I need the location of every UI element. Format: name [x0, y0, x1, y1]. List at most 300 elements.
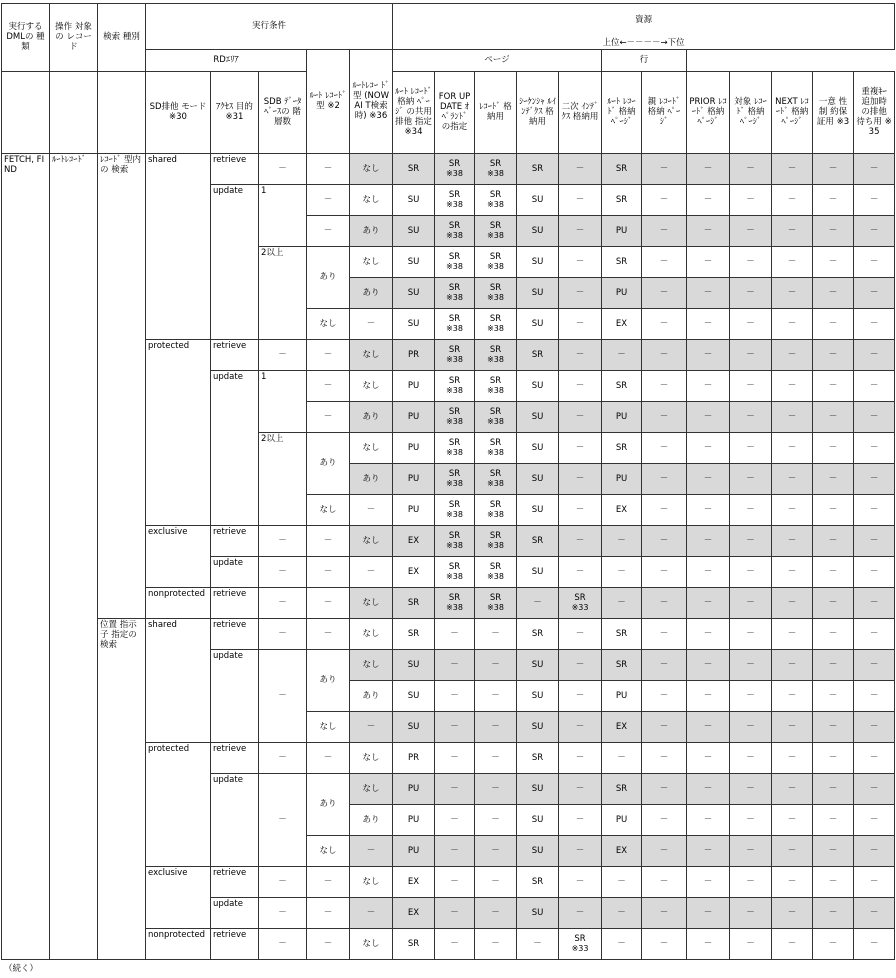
lock-root-nowait: － — [559, 866, 602, 897]
lock-root-type: SU — [517, 215, 559, 246]
lock-prior-page: － — [687, 308, 730, 339]
lock-parent-page: － — [642, 494, 687, 525]
lock-unique: － — [813, 835, 854, 866]
sdb-level: － — [259, 339, 307, 370]
lock-root-nowait: － — [559, 525, 602, 556]
lock-dupkey: － — [854, 804, 895, 835]
lock-sec-index: SR ※38 — [475, 308, 517, 339]
for-update: あり — [350, 215, 393, 246]
sdb-level: － — [259, 587, 307, 618]
lock-root-page: EX — [602, 835, 642, 866]
sdb-level: 1 — [259, 370, 307, 432]
lock-dupkey: － — [854, 308, 895, 339]
lock-root-page: － — [602, 928, 642, 959]
lock-parent-page: － — [642, 556, 687, 587]
lock-record: EX — [393, 556, 435, 587]
lock-record: PU — [393, 432, 435, 463]
lock-next-page: － — [772, 618, 813, 649]
lock-root-page: EX — [602, 308, 642, 339]
lock-sec-index: － — [475, 649, 517, 680]
lock-seq-index: SR ※38 — [435, 587, 475, 618]
lock-object-page: － — [730, 897, 772, 928]
lock-next-page: － — [772, 556, 813, 587]
lock-parent-page: － — [642, 401, 687, 432]
lock-next-page: － — [772, 835, 813, 866]
lock-prior-page: － — [687, 184, 730, 215]
lock-next-page: － — [772, 804, 813, 835]
sdb-level: － — [259, 618, 307, 649]
root-share: なし — [307, 308, 350, 339]
lock-object-page: － — [730, 711, 772, 742]
sdb-level: － — [259, 556, 307, 587]
lock-root-page: PU — [602, 463, 642, 494]
lock-record: PU — [393, 804, 435, 835]
lock-object-page: － — [730, 525, 772, 556]
lock-next-page: － — [772, 773, 813, 804]
root-share: － — [307, 866, 350, 897]
lock-root-type: － — [517, 928, 559, 959]
lock-parent-page: － — [642, 711, 687, 742]
lock-object-page: － — [730, 184, 772, 215]
sdb-level: － — [259, 773, 307, 866]
lock-record: PR — [393, 339, 435, 370]
lock-record: PU — [393, 401, 435, 432]
lock-parent-page: － — [642, 308, 687, 339]
lock-unique: － — [813, 711, 854, 742]
header-parent-page: 親 ﾚｺｰﾄﾞ 格納 ﾍﾟｰｼﾞ — [642, 71, 687, 153]
lock-unique: － — [813, 773, 854, 804]
lock-root-nowait: － — [559, 680, 602, 711]
lock-prior-page: － — [687, 618, 730, 649]
lock-root-page: PU — [602, 215, 642, 246]
lock-root-type: SU — [517, 246, 559, 277]
access-update: update — [211, 184, 259, 339]
lock-dupkey: － — [854, 618, 895, 649]
lock-parent-page: － — [642, 680, 687, 711]
access-retrieve: retrieve — [211, 928, 259, 959]
lock-root-page: SR — [602, 773, 642, 804]
lock-next-page: － — [772, 649, 813, 680]
lock-record: PU — [393, 370, 435, 401]
lock-dupkey: － — [854, 184, 895, 215]
lock-object-page: － — [730, 587, 772, 618]
lock-root-page: SR — [602, 153, 642, 184]
lock-seq-index: SR ※38 — [435, 308, 475, 339]
sd-mode-shared: shared — [146, 153, 211, 339]
sdb-level: 2以上 — [259, 246, 307, 339]
lock-root-page: SR — [602, 184, 642, 215]
sdb-level: － — [259, 866, 307, 897]
lock-next-page: － — [772, 711, 813, 742]
lock-prior-page: － — [687, 928, 730, 959]
access-retrieve: retrieve — [211, 339, 259, 370]
lock-prior-page: － — [687, 897, 730, 928]
lock-root-nowait: － — [559, 463, 602, 494]
lock-seq-index: － — [435, 618, 475, 649]
lock-prior-page: － — [687, 339, 730, 370]
lock-record: PR — [393, 742, 435, 773]
lock-root-nowait: － — [559, 215, 602, 246]
lock-next-page: － — [772, 215, 813, 246]
lock-unique: － — [813, 649, 854, 680]
for-update: なし — [350, 432, 393, 463]
lock-next-page: － — [772, 463, 813, 494]
lock-parent-page: － — [642, 804, 687, 835]
lock-dupkey: － — [854, 494, 895, 525]
lock-parent-page: － — [642, 339, 687, 370]
root-share: あり — [307, 773, 350, 835]
lock-dupkey: － — [854, 773, 895, 804]
header-sdb-levels: SDB ﾃﾞｰﾀ ﾍﾞｰｽの 階層数 — [259, 71, 307, 153]
lock-prior-page: － — [687, 866, 730, 897]
lock-sec-index: － — [475, 773, 517, 804]
lock-dupkey: － — [854, 432, 895, 463]
root-share: なし — [307, 711, 350, 742]
lock-seq-index: SR ※38 — [435, 525, 475, 556]
lock-sec-index: SR ※38 — [475, 494, 517, 525]
lock-dupkey: － — [854, 835, 895, 866]
lock-parent-page: － — [642, 153, 687, 184]
lock-sec-index: SR ※38 — [475, 277, 517, 308]
lock-object-page: － — [730, 308, 772, 339]
for-update: なし — [350, 866, 393, 897]
lock-object-page: － — [730, 215, 772, 246]
lock-root-nowait: － — [559, 773, 602, 804]
header-root-type: ﾙｰﾄ ﾚｺｰﾄﾞ型 ※2 — [307, 49, 350, 153]
lock-sec-index: － — [475, 897, 517, 928]
lock-root-page: － — [602, 897, 642, 928]
lock-dupkey: － — [854, 928, 895, 959]
lock-root-type: SU — [517, 370, 559, 401]
for-update: なし — [350, 339, 393, 370]
for-update: なし — [350, 618, 393, 649]
lock-root-page: PU — [602, 277, 642, 308]
for-update: なし — [350, 370, 393, 401]
lock-unique: － — [813, 525, 854, 556]
lock-unique: － — [813, 897, 854, 928]
lock-root-type: SU — [517, 432, 559, 463]
sd-mode-nonprotected: nonprotected — [146, 587, 211, 618]
lock-dupkey: － — [854, 277, 895, 308]
lock-root-nowait: － — [559, 897, 602, 928]
access-update: update — [211, 370, 259, 525]
lock-sec-index: SR ※38 — [475, 153, 517, 184]
lock-root-type: SR — [517, 339, 559, 370]
lock-seq-index: － — [435, 866, 475, 897]
lock-dupkey: － — [854, 680, 895, 711]
lock-root-type: SU — [517, 773, 559, 804]
sdb-level: － — [259, 525, 307, 556]
lock-root-page: － — [602, 525, 642, 556]
lock-prior-page: － — [687, 463, 730, 494]
lock-parent-page: － — [642, 618, 687, 649]
for-update: なし — [350, 742, 393, 773]
lock-prior-page: － — [687, 215, 730, 246]
lock-root-page: EX — [602, 711, 642, 742]
lock-seq-index: SR ※38 — [435, 277, 475, 308]
sdb-level: － — [259, 742, 307, 773]
lock-next-page: － — [772, 494, 813, 525]
for-update: あり — [350, 680, 393, 711]
sd-mode-protected: protected — [146, 742, 211, 866]
lock-seq-index: － — [435, 742, 475, 773]
lock-seq-index: SR ※38 — [435, 339, 475, 370]
lock-root-type: SU — [517, 401, 559, 432]
lock-next-page: － — [772, 401, 813, 432]
lock-parent-page: － — [642, 463, 687, 494]
sd-mode-shared: shared — [146, 618, 211, 742]
lock-next-page: － — [772, 184, 813, 215]
lock-dupkey: － — [854, 525, 895, 556]
lock-root-type: SU — [517, 494, 559, 525]
lock-parent-page: － — [642, 649, 687, 680]
header-for-update: FOR UPDATE ｵﾍﾟﾗﾝﾄﾞ の指定 — [435, 71, 475, 153]
lock-seq-index: － — [435, 649, 475, 680]
lock-record: SU — [393, 680, 435, 711]
lock-root-nowait: － — [559, 432, 602, 463]
root-share: － — [307, 556, 350, 587]
for-update: あり — [350, 463, 393, 494]
lock-next-page: － — [772, 897, 813, 928]
lock-root-nowait: － — [559, 556, 602, 587]
lock-root-nowait: － — [559, 401, 602, 432]
lock-seq-index: SR ※38 — [435, 246, 475, 277]
lock-object-page: － — [730, 494, 772, 525]
lock-unique: － — [813, 680, 854, 711]
lock-seq-index: SR ※38 — [435, 494, 475, 525]
for-update: － — [350, 897, 393, 928]
lock-root-type: SU — [517, 277, 559, 308]
lock-object-page: － — [730, 804, 772, 835]
lock-sec-index: － — [475, 618, 517, 649]
header-exec-cond: 実行条件 — [146, 4, 393, 50]
header-root-type-nowait: ﾙｰﾄﾚｺｰ ﾄﾞ型 (NOWAI T検索 時) ※36 — [350, 49, 393, 153]
header-next-page: NEXT ﾚｺｰﾄﾞ 格納 ﾍﾟｰｼﾞ — [772, 71, 813, 153]
lock-next-page: － — [772, 246, 813, 277]
lock-prior-page: － — [687, 742, 730, 773]
lock-seq-index: － — [435, 680, 475, 711]
lock-parent-page: － — [642, 184, 687, 215]
header-row: 行 — [602, 49, 687, 71]
lock-prior-page: － — [687, 835, 730, 866]
header-rd-area: RDｴﾘｱ — [146, 49, 307, 71]
lock-unique: － — [813, 215, 854, 246]
lock-unique: － — [813, 866, 854, 897]
access-update: update — [211, 556, 259, 587]
lock-object-page: － — [730, 153, 772, 184]
header-root-page: ﾙｰﾄ ﾚｺｰﾄﾞ 格納 ﾍﾟｰｼﾞ — [602, 71, 642, 153]
lock-seq-index: SR ※38 — [435, 556, 475, 587]
lock-root-type: － — [517, 587, 559, 618]
header-dml: 実行する DMLの 種類 — [2, 4, 50, 72]
lock-root-page: PU — [602, 680, 642, 711]
lock-dupkey: － — [854, 463, 895, 494]
lock-next-page: － — [772, 370, 813, 401]
lock-root-type: SU — [517, 463, 559, 494]
lock-parent-page: － — [642, 773, 687, 804]
root-share: － — [307, 401, 350, 432]
lock-record: SU — [393, 246, 435, 277]
lock-root-type: SU — [517, 308, 559, 339]
lock-sec-index: － — [475, 928, 517, 959]
lock-parent-page: － — [642, 215, 687, 246]
lock-root-page: SR — [602, 432, 642, 463]
lock-root-page: SR — [602, 370, 642, 401]
root-share: なし — [307, 494, 350, 525]
lock-root-nowait: － — [559, 277, 602, 308]
lock-root-nowait: SR ※33 — [559, 928, 602, 959]
sd-mode-nonprotected: nonprotected — [146, 928, 211, 959]
lock-next-page: － — [772, 153, 813, 184]
lock-dupkey: － — [854, 215, 895, 246]
continued-note: （続く） — [4, 964, 39, 974]
lock-parent-page: － — [642, 246, 687, 277]
lock-prior-page: － — [687, 556, 730, 587]
lock-root-nowait: － — [559, 711, 602, 742]
header-unique: 一意 性制 約保 証用 ※3 — [813, 71, 854, 153]
lock-root-page: － — [602, 556, 642, 587]
lock-object-page: － — [730, 928, 772, 959]
lock-unique: － — [813, 804, 854, 835]
lock-record: EX — [393, 866, 435, 897]
lock-dupkey: － — [854, 649, 895, 680]
lock-dupkey: － — [854, 339, 895, 370]
lock-prior-page: － — [687, 680, 730, 711]
header-dupkey: 重複ｷｰ 追加時 の排他 待ち用 ※35 — [854, 71, 895, 153]
header-sd-mode: SD排他 モード ※30 — [146, 71, 211, 153]
lock-unique: － — [813, 246, 854, 277]
lock-root-page: PU — [602, 804, 642, 835]
lock-root-page: PU — [602, 401, 642, 432]
search-type-2: 位置 指示子 指定の 検索 — [98, 618, 146, 959]
lock-object-page: － — [730, 618, 772, 649]
target-cell: ﾙｰﾄﾚｺｰﾄﾞ — [50, 153, 98, 959]
lock-parent-page: － — [642, 835, 687, 866]
lock-parent-page: － — [642, 587, 687, 618]
root-share: － — [307, 370, 350, 401]
header-page: ページ — [393, 49, 602, 71]
lock-prior-page: － — [687, 277, 730, 308]
lock-prior-page: － — [687, 649, 730, 680]
lock-root-type: SU — [517, 835, 559, 866]
lock-seq-index: － — [435, 928, 475, 959]
lock-record: SU — [393, 649, 435, 680]
lock-prior-page: － — [687, 370, 730, 401]
lock-sec-index: SR ※38 — [475, 556, 517, 587]
lock-unique: － — [813, 401, 854, 432]
lock-record: EX — [393, 525, 435, 556]
lock-next-page: － — [772, 587, 813, 618]
lock-object-page: － — [730, 401, 772, 432]
lock-sec-index: SR ※38 — [475, 525, 517, 556]
lock-sec-index: － — [475, 804, 517, 835]
lock-object-page: － — [730, 742, 772, 773]
lock-sec-index: SR ※38 — [475, 432, 517, 463]
lock-root-nowait: － — [559, 835, 602, 866]
lock-seq-index: SR ※38 — [435, 401, 475, 432]
lock-sec-index: SR ※38 — [475, 587, 517, 618]
lock-unique: － — [813, 928, 854, 959]
lock-parent-page: － — [642, 742, 687, 773]
root-share: － — [307, 153, 350, 184]
lock-sec-index: SR ※38 — [475, 184, 517, 215]
lock-next-page: － — [772, 866, 813, 897]
lock-record: SU — [393, 711, 435, 742]
lock-seq-index: － — [435, 773, 475, 804]
lock-sec-index: － — [475, 742, 517, 773]
lock-dupkey: － — [854, 556, 895, 587]
search-type-1: ﾚｺｰﾄﾞ 型内の 検索 — [98, 153, 146, 618]
header-dml-cont — [2, 71, 50, 153]
lock-root-type: SR — [517, 866, 559, 897]
lock-unique: － — [813, 370, 854, 401]
access-update: update — [211, 649, 259, 742]
lock-next-page: － — [772, 432, 813, 463]
header-object-page: 対象 ﾚｺｰﾄﾞ 格納 ﾍﾟｰｼﾞ — [730, 71, 772, 153]
lock-sec-index: － — [475, 866, 517, 897]
access-retrieve: retrieve — [211, 742, 259, 773]
lock-dupkey: － — [854, 401, 895, 432]
lock-parent-page: － — [642, 928, 687, 959]
lock-root-nowait: － — [559, 649, 602, 680]
lock-parent-page: － — [642, 370, 687, 401]
lock-parent-page: － — [642, 897, 687, 928]
root-share: － — [307, 184, 350, 215]
for-update: あり — [350, 277, 393, 308]
sd-mode-exclusive: exclusive — [146, 866, 211, 928]
lock-root-nowait: － — [559, 184, 602, 215]
lock-sec-index: － — [475, 680, 517, 711]
lock-unique: － — [813, 432, 854, 463]
header-record-store: ﾚｺｰﾄﾞ 格納用 — [475, 71, 517, 153]
sdb-level: 1 — [259, 184, 307, 246]
lock-record: SR — [393, 587, 435, 618]
lock-root-type: SU — [517, 804, 559, 835]
header-prior-page: PRIOR ﾚｺｰﾄﾞ 格納 ﾍﾟｰｼﾞ — [687, 71, 730, 153]
header-search: 検索 種別 — [98, 4, 146, 72]
lock-root-page: － — [602, 587, 642, 618]
root-share: － — [307, 339, 350, 370]
for-update: あり — [350, 804, 393, 835]
lock-unique: － — [813, 556, 854, 587]
lock-object-page: － — [730, 339, 772, 370]
lock-object-page: － — [730, 773, 772, 804]
lock-root-nowait: SR ※33 — [559, 587, 602, 618]
lock-root-nowait: － — [559, 339, 602, 370]
header-seq-index: ｼｰｹﾝｼｬ ﾙｲﾝﾃﾞｸｽ 格納用 — [517, 71, 559, 153]
access-update: update — [211, 897, 259, 928]
lock-prior-page: － — [687, 711, 730, 742]
root-share: なし — [307, 835, 350, 866]
lock-root-type: SR — [517, 525, 559, 556]
lock-root-nowait: － — [559, 308, 602, 339]
for-update: － — [350, 308, 393, 339]
lock-prior-page: － — [687, 525, 730, 556]
lock-record: SU — [393, 184, 435, 215]
sd-mode-protected: protected — [146, 339, 211, 525]
lock-unique: － — [813, 618, 854, 649]
access-retrieve: retrieve — [211, 618, 259, 649]
lock-sec-index: SR ※38 — [475, 246, 517, 277]
lock-object-page: － — [730, 556, 772, 587]
lock-root-type: SU — [517, 649, 559, 680]
lock-root-type: SU — [517, 184, 559, 215]
lock-unique: － — [813, 153, 854, 184]
lock-object-page: － — [730, 835, 772, 866]
lock-next-page: － — [772, 277, 813, 308]
header-resource: 資源 — [393, 4, 895, 37]
lock-record: SU — [393, 277, 435, 308]
